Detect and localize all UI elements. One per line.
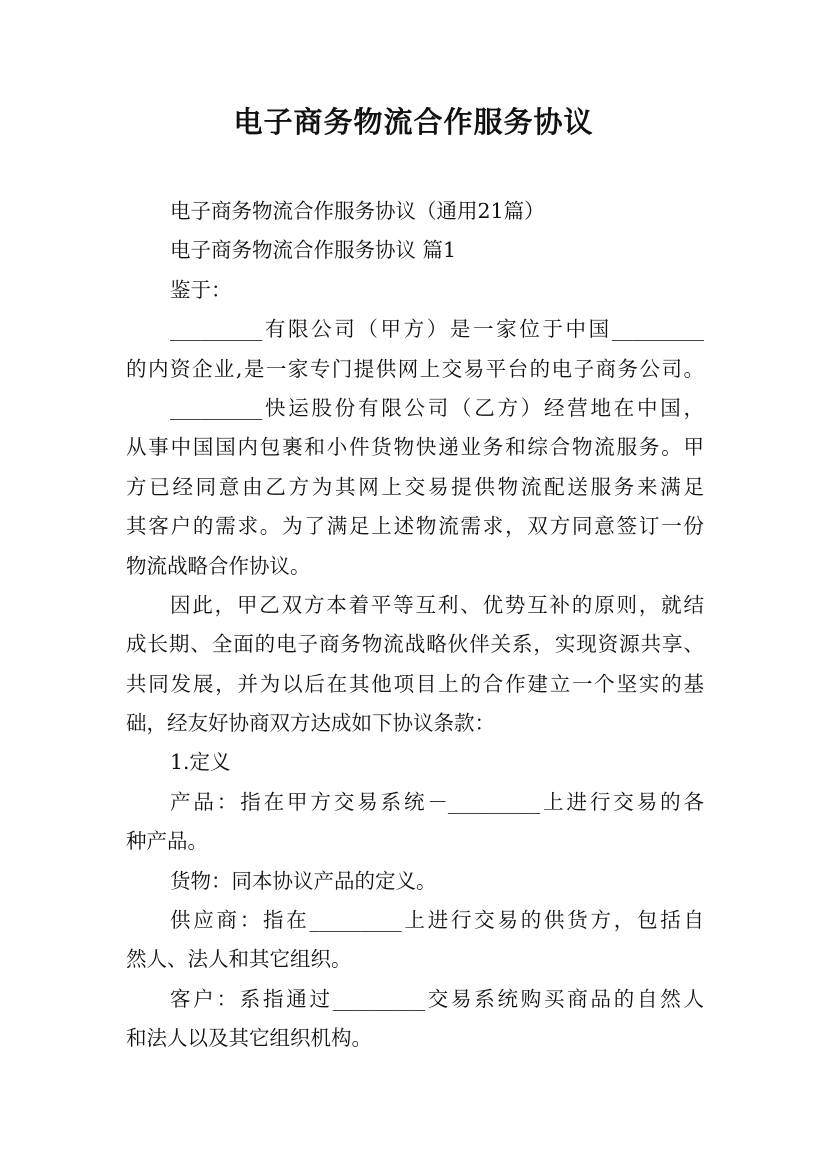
body-line: 从事中国国内包裹和小件货物快递业务和综合物流服务。甲 [126, 435, 704, 460]
body-line: 种产品。 [126, 829, 208, 854]
body-line: 鉴于： [170, 277, 232, 302]
body-line: 其客户的需求。为了满足上述物流需求，双方同意签订一份 [126, 514, 704, 539]
body-line: 客户：系指通过_________交易系统购买商品的自然人 [170, 986, 704, 1011]
document-title: 电子商务物流合作服务协议 [233, 105, 594, 139]
body-line: _________有限公司（甲方）是一家位于中国_________ [170, 317, 704, 342]
body-line: 共同发展，并为以后在其他项目上的合作建立一个坚实的基 [126, 671, 704, 696]
body-line: 货物：同本协议产品的定义。 [170, 868, 437, 893]
body-line: 产品：指在甲方交易系统－_________上进行交易的各 [170, 789, 704, 814]
document-body [126, 192, 704, 1059]
body-line: 1.定义 [170, 750, 231, 775]
body-line: 电子商务物流合作服务协议（通用21篇） [170, 199, 545, 223]
body-line: _________快运股份有限公司（乙方）经营地在中国， [170, 395, 704, 420]
body-line: 电子商务物流合作服务协议 篇1 [170, 238, 457, 263]
body-line: 础，经友好协商双方达成如下协议条款： [126, 711, 495, 736]
body-line: 然人、法人和其它组织。 [126, 947, 352, 972]
body-line: 物流战略合作协议。 [126, 553, 311, 578]
body-line: 和法人以及其它组织机构。 [126, 1026, 372, 1051]
body-line: 因此，甲乙双方本着平等互利、优势互补的原则，就结 [170, 592, 704, 617]
body-line: 的内资企业,是一家专门提供网上交易平台的电子商务公司。 [126, 356, 704, 381]
body-line: 成长期、全面的电子商务物流战略伙伴关系，实现资源共享、 [126, 632, 704, 657]
body-line: 方已经同意由乙方为其网上交易提供物流配送服务来满足 [126, 474, 704, 499]
body-line: 供应商：指在_________上进行交易的供货方，包括自 [170, 908, 704, 933]
